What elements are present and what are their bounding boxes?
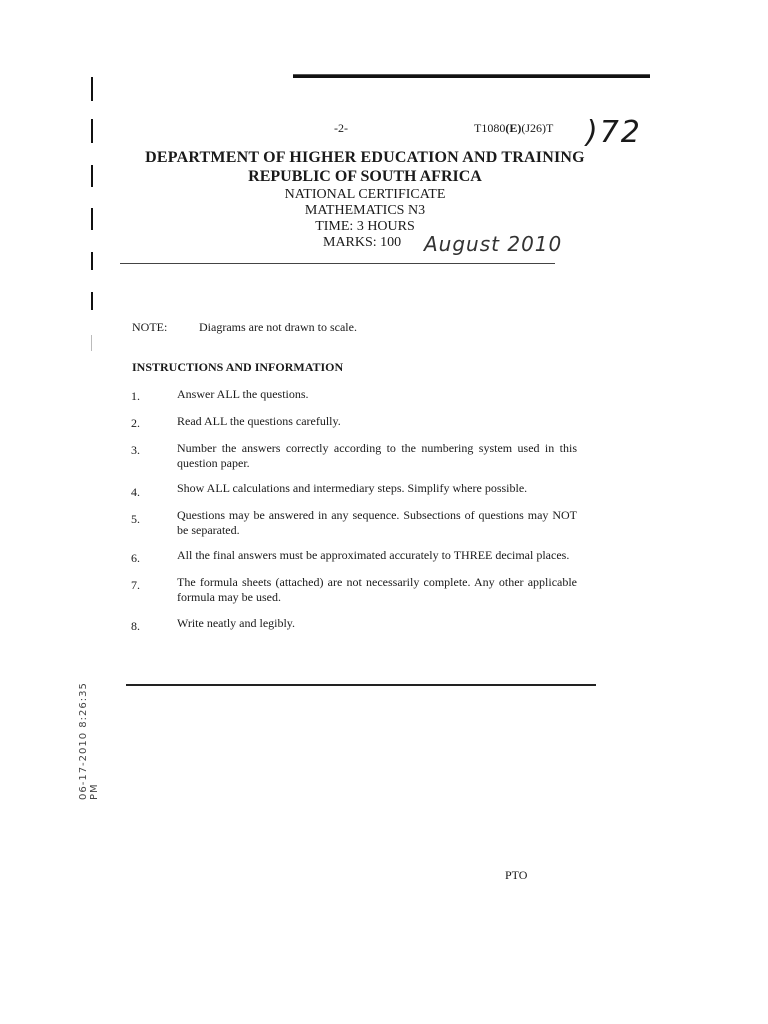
instruction-number: 3. [131,443,140,457]
handwritten-number: )72 [586,115,642,150]
instruction-text: Show ALL calculations and intermediary steps. Simplify where possible. [177,481,528,495]
handwritten-date: August 2010 [424,232,563,256]
department-title: DEPARTMENT OF HIGHER EDUCATION AND TRAINING [145,149,585,166]
scan-mark-2 [91,119,93,143]
page-number: -2- [334,121,348,135]
scan-mark-3 [91,165,93,187]
footer-rule [126,684,596,686]
instruction-text: Read ALL the questions carefully. [177,414,341,428]
instruction-text: Answer ALL the questions. [177,387,309,401]
instructions-heading: INSTRUCTIONS AND INFORMATION [132,360,344,374]
scan-mark-6 [91,292,93,310]
paper-code-suffix: (J26)T [521,121,554,135]
paper-code-prefix: T1080 [474,121,506,135]
paper-code-language: (E) [505,121,522,135]
certificate-title: NATIONAL CERTIFICATE [284,187,446,202]
note-label: NOTE: [132,320,168,334]
top-rule [293,74,650,78]
instruction-number: 1. [131,389,140,403]
instruction-number: 2. [131,416,140,430]
date-stamp: 06-17-2010 8:26:35 PM [78,682,100,800]
please-turn-over: PTO [505,868,528,882]
total-marks: MARKS: 100 [323,235,402,250]
instruction-number: 7. [131,578,140,592]
country-title: REPUBLIC OF SOUTH AFRICA [248,168,482,185]
note-text: Diagrams are not drawn to scale. [199,320,357,334]
instruction-text: Write neatly and legibly. [177,616,296,630]
instruction-text: Number the answers correctly according to the numbering system used in this question paper. [177,441,577,470]
instruction-text: Questions may be answered in any sequence. Subsections of questions may NOT be separated. [177,508,577,537]
scan-mark-7 [91,335,92,351]
instruction-text: The formula sheets (attached) are not necessarily complete. Any other applicable formula may be used. [177,575,577,604]
scan-mark-4 [91,208,93,230]
instruction-number: 8. [131,619,140,633]
instruction-number: 6. [131,551,140,565]
header-rule [120,263,555,264]
subject-title: MATHEMATICS N3 [304,203,426,218]
instruction-number: 5. [131,512,140,526]
instruction-text: All the final answers must be approximated accurately to THREE decimal places. [177,548,570,562]
time-allowed: TIME: 3 HOURS [315,219,415,234]
paper-code [474,121,553,136]
scan-mark-5 [91,252,93,270]
instruction-number: 4. [131,485,140,499]
scan-mark-1 [91,77,93,101]
